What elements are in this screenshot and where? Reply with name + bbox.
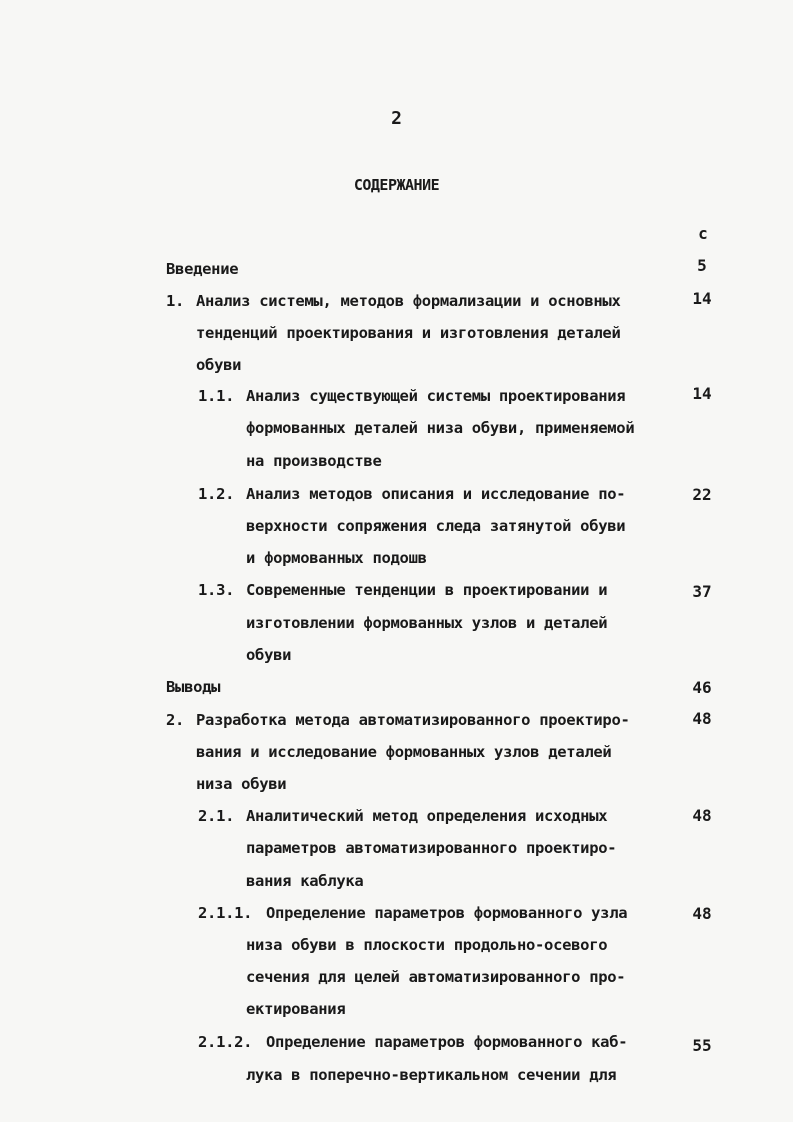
- toc-entry-page: 5: [697, 256, 707, 275]
- toc-entry-line: сечения для целей автоматизированного про-: [246, 968, 626, 986]
- toc-entry-page: 48: [692, 806, 712, 825]
- toc-entry-line: параметров автоматизированного проектиро-: [246, 839, 617, 857]
- toc-entry-text: Выводы: [166, 678, 221, 696]
- toc-entry-text: Введение: [166, 260, 239, 278]
- toc-entry-line: изготовлении формованных узлов и деталей: [246, 614, 608, 632]
- page-column-header: с: [698, 224, 708, 243]
- toc-entry-line: на производстве: [246, 452, 382, 470]
- toc-entry-number: 1.3.: [198, 581, 235, 599]
- toc-entry-line: ектирования: [246, 1000, 346, 1018]
- toc-entry-line: 2.1.1. Определение параметров формованного узла: [198, 904, 628, 922]
- toc-entry-line: лука в поперечно-вертикальном сечении для: [246, 1066, 617, 1084]
- toc-entry-line: тенденций проектирования и изготовления деталей: [196, 324, 621, 342]
- toc-entry-line: обуви: [196, 356, 242, 374]
- toc-entry-line: 1.3. Современные тенденции в проектировании и: [198, 581, 608, 599]
- toc-entry-line: верхности сопряжения следа затянутой обуви: [246, 517, 626, 535]
- toc-entry-page: 14: [692, 289, 712, 308]
- toc-entry-page: 14: [692, 384, 712, 403]
- toc-entry-line: обуви: [246, 646, 292, 664]
- toc-entry-line: вания каблука: [246, 872, 364, 890]
- toc-entry-page: 22: [692, 485, 712, 504]
- page-title: СОДЕРЖАНИЕ: [353, 176, 440, 194]
- toc-entry-line: 2.1.2. Определение параметров формованного каб-: [198, 1033, 628, 1051]
- toc-entry-line: 1.1. Анализ существующей системы проектирования: [198, 387, 626, 405]
- toc-entry-line: 1. Анализ системы, методов формализации и основных: [166, 292, 621, 310]
- toc-entry-line: 1.2. Анализ методов описания и исследование по-: [198, 485, 626, 503]
- toc-entry-page: 37: [692, 582, 712, 601]
- toc-entry-number: 1.: [166, 292, 185, 310]
- toc-entry-line: низа обуви: [196, 775, 287, 793]
- toc-entry-number: 2.1.1.: [198, 904, 253, 922]
- toc-entry-page: 48: [692, 904, 712, 923]
- page-number: 2: [391, 108, 402, 129]
- toc-entry-number: 1.1.: [198, 387, 235, 405]
- toc-entry-line: формованных деталей низа обуви, применяемой: [246, 419, 635, 437]
- toc-entry-line: 2. Разработка метода автоматизированного проектиро-: [166, 711, 630, 729]
- toc-entry-page: 55: [692, 1036, 712, 1055]
- toc-entry-page: 46: [692, 678, 712, 697]
- toc-entry-number: 2.1.2.: [198, 1033, 253, 1051]
- toc-entry-line: низа обуви в плоскости продольно-осевого: [246, 936, 608, 954]
- toc-entry-line: 2.1. Аналитический метод определения исходных: [198, 807, 608, 825]
- toc-entry-page: 48: [692, 709, 712, 728]
- toc-entry-line: вания и исследование формованных узлов деталей: [196, 743, 612, 761]
- toc-entry-number: 1.2.: [198, 485, 235, 503]
- toc-entry-line: и формованных подошв: [246, 549, 427, 567]
- toc-entry-number: 2.1.: [198, 807, 235, 825]
- toc-entry-number: 2.: [166, 711, 185, 729]
